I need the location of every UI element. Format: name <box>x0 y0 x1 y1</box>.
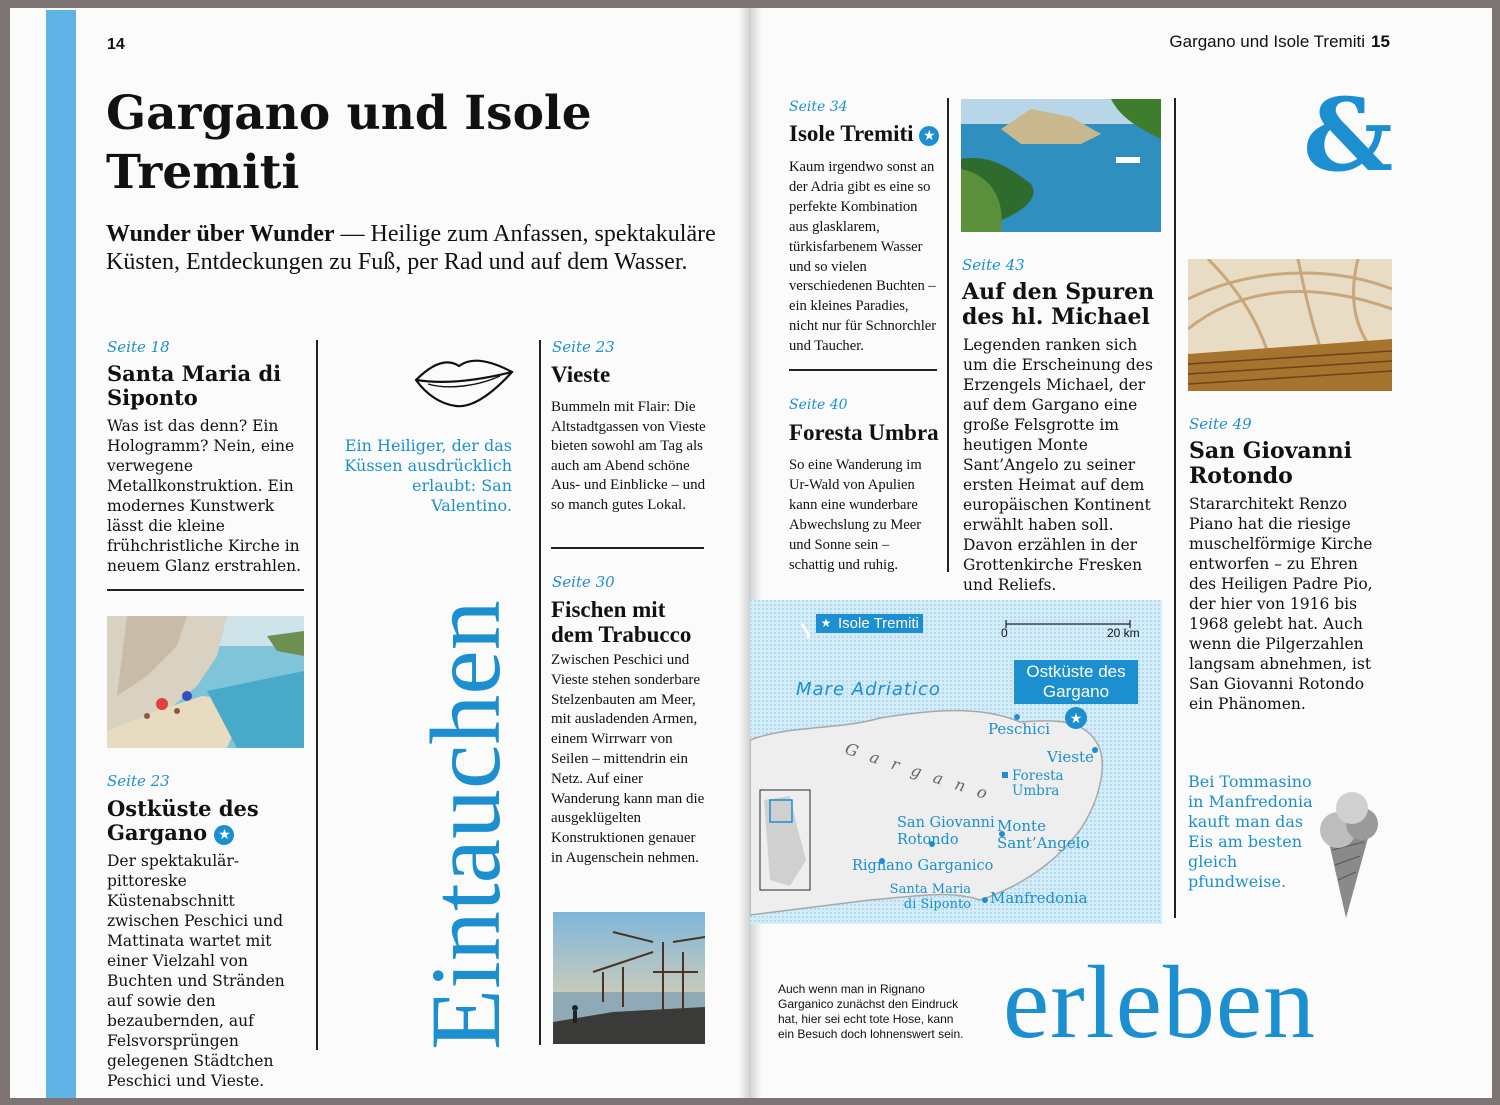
beach-photo <box>107 616 304 748</box>
entry-title-santa-maria: Santa Maria di Siponto <box>107 361 282 410</box>
book-gutter <box>738 8 762 1098</box>
column-divider <box>947 98 949 572</box>
entry-page-ref: Seite 18 <box>107 338 170 356</box>
map-place: Santa Maria di Siponto <box>889 882 971 912</box>
chapter-title: Gargano und Isole Tremiti <box>106 86 592 200</box>
divider <box>107 589 304 591</box>
star-icon: ★ <box>214 825 234 845</box>
map-label-tremiti <box>816 614 923 633</box>
map-place: Vieste <box>1047 748 1094 766</box>
tremiti-photo <box>961 99 1161 232</box>
entry-text-foresta: So eine Wanderung im Ur-Wald von Apulien kann eine wunderbare Abwechslung zu Meer und Sonne sein – schattig und ruhig. <box>789 457 922 573</box>
star-icon: ★ <box>817 614 835 632</box>
entry-title-text: Isole Tremiti <box>789 121 914 146</box>
map-label-tremiti-text: Isole Tremiti <box>838 615 919 632</box>
icecream-icon <box>1308 790 1394 920</box>
lips-icon <box>412 354 516 410</box>
entry-page-ref: Seite 30 <box>552 573 615 591</box>
entry-text-santa-maria: Was ist das denn? Ein Hologramm? Nein, eine verwegene Metallkonstruktion. Ein modernes Kunstwerk lässt die kleine frühchristliche Kirche in neuem Glanz erstrahlen. <box>107 417 302 575</box>
entry-title-foresta: Foresta Umbra <box>789 420 939 445</box>
entry-text-ostkueste: Der spektakulär-pittoreske Küstenabschnitt zwischen Peschici und Mattinata wartet mit einer Vielzahl von Buchten und Stränden auf sowie den bezaubernden, auf Felsvorsprüngen gelegenen Städtchen Peschici und Vieste. <box>107 852 285 1090</box>
map-place: Peschici <box>988 720 1051 738</box>
map-place: San Giovanni Rotondo <box>897 815 995 848</box>
map-place: Manfredonia <box>990 889 1088 907</box>
big-word: erleben <box>1003 945 1317 1060</box>
gargano-map <box>750 600 1162 924</box>
column-divider <box>539 340 541 1045</box>
left-color-stripe <box>46 10 76 1098</box>
entry-page-ref: Seite 43 <box>962 256 1025 274</box>
map-highlight-label: Ostküste des Gargano <box>1014 660 1138 704</box>
entry-text-tremiti: Kaum irgendwo sonst an der Adria gibt es eine so perfekte Kombination aus glasklarem, türkisfarbenem Wasser und so vielen verschiedenen Buchten – ein kleines Paradies, nicht nur für Schnorchler und Taucher. <box>789 159 937 355</box>
entry-page-ref: Seite 23 <box>107 772 170 790</box>
map-scale-end: 20 km <box>1107 626 1140 640</box>
entry-page-ref: Seite 49 <box>1189 415 1252 433</box>
entry-text-trabucco: Zwischen Peschici und Vieste stehen sonderbare Stelzenbauten am Meer, mit ausladenden Armen, einem Wirrwarr von Seilen – mittendrin ein Netz. Auf einer Wanderung kann man die ausgeklügelten Konstruktionen genauer in Augenschein nehmen. <box>551 652 705 866</box>
map-scale-start: 0 <box>1001 626 1008 640</box>
map-sea-label: Mare Adriatico <box>796 679 941 700</box>
entry-page-ref: Seite 34 <box>789 99 848 115</box>
vertical-word: Eintauchen <box>410 600 521 1050</box>
map-region-label: G a r g a n o <box>842 738 994 805</box>
column-divider <box>1174 98 1176 918</box>
entry-text-sangiovanni: Stararchitekt Renzo Piano hat die riesige muschelförmige Kirche entworfen – zu Ehren des Heiligen Padre Pio, der hier von 1916 bis 1968 gelebt hat. Auch wenn die Pilgerzahlen langsam abnehmen, ist San Giovanni Rotondo ein Phänomen. <box>1189 495 1373 713</box>
church-photo <box>1188 259 1392 391</box>
icecream-tip: Bei Tommasino in Manfredonia kauft man das Eis am besten gleich pfundweise. <box>1188 772 1313 891</box>
valentino-quote: Ein Heiliger, der das Küssen ausdrücklich erlaubt: San Valentino. <box>344 436 512 515</box>
intro-text: — Heilige zum Anfassen, spektakuläre Küsten, Entdeckungen zu Fuß, per Rad und auf dem Wasser. <box>106 221 716 275</box>
right-page-number: 15 <box>1371 32 1390 51</box>
divider <box>551 547 704 549</box>
entry-title-ostkueste <box>107 797 307 845</box>
column-divider <box>316 340 318 1050</box>
entry-text-vieste: Bummeln mit Flair: Die Altstadtgassen von Vieste bieten sowohl am Tag als auch am Abend schöne Aus- und Einblicke – und so manch gutes Lokal. <box>551 399 706 513</box>
svg-text:★: ★ <box>1069 711 1083 727</box>
divider <box>789 369 937 371</box>
left-page-number: 14 <box>107 36 125 53</box>
star-icon: ★ <box>919 126 939 146</box>
intro-lead: Wunder über Wunder <box>106 221 335 247</box>
entry-page-ref: Seite 23 <box>552 338 615 356</box>
map-place: Foresta Umbra <box>1012 768 1064 799</box>
map-place: Monte Sant’Angelo <box>997 817 1090 852</box>
ampersand: & <box>1303 76 1394 194</box>
entry-title-trabucco: Fischen mit dem Trabucco <box>551 597 692 647</box>
entry-title-text: Ostküste des Gargano <box>107 796 259 845</box>
map-place: Rignano Garganico <box>852 858 994 874</box>
entry-page-ref: Seite 40 <box>789 397 848 413</box>
entry-title-michael: Auf den Spuren des hl. Michael <box>962 279 1155 330</box>
trabucco-photo <box>553 912 705 1044</box>
entry-text-michael: Legenden ranken sich um die Erscheinung des Erzengels Michael, der auf dem Gargano eine große Felsgrotte im heutigen Monte Sant’Angelo zu seiner ersten Heimat auf dem europäischen Kontinent erwählt haben soll. Davon erzählen in der Grottenkirche Fresken und Reliefs. <box>963 336 1153 594</box>
entry-title-sangiovanni: San Giovanni Rotondo <box>1189 438 1353 489</box>
running-header: Gargano und Isole Tremiti <box>1169 32 1365 51</box>
chapter-intro <box>106 220 716 276</box>
photo-caption: Auch wenn man in Rignano Garganico zunächst den Eindruck hat, hier sei echt tote Hose, kann ein Besuch doch lohnenswert sein. <box>778 982 964 1041</box>
entry-title-vieste: Vieste <box>551 362 611 387</box>
entry-title-tremiti <box>789 121 949 146</box>
